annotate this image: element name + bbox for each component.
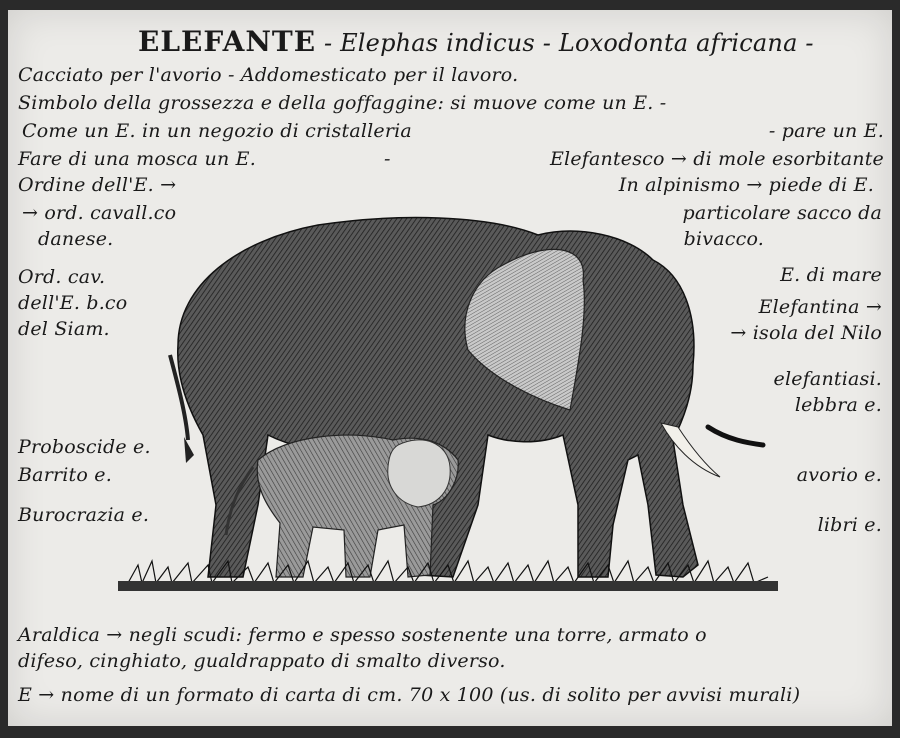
line-bivacco: bivacco. xyxy=(683,228,764,250)
line-ord-cavall: → ord. cavall.co xyxy=(22,202,177,224)
note-ord-bco: dell'E. b.co xyxy=(18,292,128,314)
title-scientific-names: Elephas indicus - Loxodonta africana - xyxy=(340,29,814,57)
note-proboscide: Proboscide e. xyxy=(18,436,151,458)
line-alpinismo: In alpinismo → piede di E. xyxy=(618,174,874,196)
line-ordine: Ordine dell'E. → xyxy=(18,174,177,196)
line-simbolo: Simbolo della grossezza e della goffaggine: si muove come un E. - xyxy=(18,92,667,114)
note-elefantina: Elefantina → xyxy=(758,296,882,318)
line-danese: danese. xyxy=(38,228,114,250)
elephant-illustration xyxy=(108,205,788,615)
note-elefantiasi: elefantiasi. xyxy=(773,368,882,390)
line-cristalleria: Come un E. in un negozio di cristalleria xyxy=(22,120,412,142)
title-line xyxy=(138,25,814,58)
note-libri: libri e. xyxy=(817,514,882,536)
note-lebbra: lebbra e. xyxy=(794,394,882,416)
line-elefantesco: Elefantesco → di mole esorbitante xyxy=(549,148,884,170)
footer-araldica: Araldica → negli scudi: fermo e spesso sostenente una torre, armato o xyxy=(18,624,707,646)
title-dash: - xyxy=(316,29,341,57)
note-mare: E. di mare xyxy=(780,264,882,286)
line-dash: - xyxy=(384,148,391,170)
note-burocrazia: Burocrazia e. xyxy=(18,504,150,526)
note-isola-nilo: → isola del Nilo xyxy=(730,322,882,344)
note-barrito: Barrito e. xyxy=(18,464,112,486)
line-pare-un-e: - pare un E. xyxy=(768,120,884,142)
adult-elephant-body xyxy=(178,218,698,577)
title-word: ELEFANTE xyxy=(138,25,317,58)
footer-difeso: difeso, cinghiato, gualdrappato di smalto diverso. xyxy=(18,650,506,672)
note-siam: del Siam. xyxy=(18,318,110,340)
footer-formato-carta: E → nome di un formato di carta di cm. 70 x 100 (us. di solito per avvisi murali) xyxy=(18,684,801,706)
line-avorio: Cacciato per l'avorio - Addomesticato per il lavoro. xyxy=(18,64,519,86)
line-sacco: particolare sacco da xyxy=(682,202,882,224)
encyclopedia-page xyxy=(8,10,892,726)
note-ord-cav: Ord. cav. xyxy=(18,266,106,288)
line-mosca: Fare di una mosca un E. xyxy=(18,148,256,170)
note-avorio: avorio e. xyxy=(796,464,882,486)
